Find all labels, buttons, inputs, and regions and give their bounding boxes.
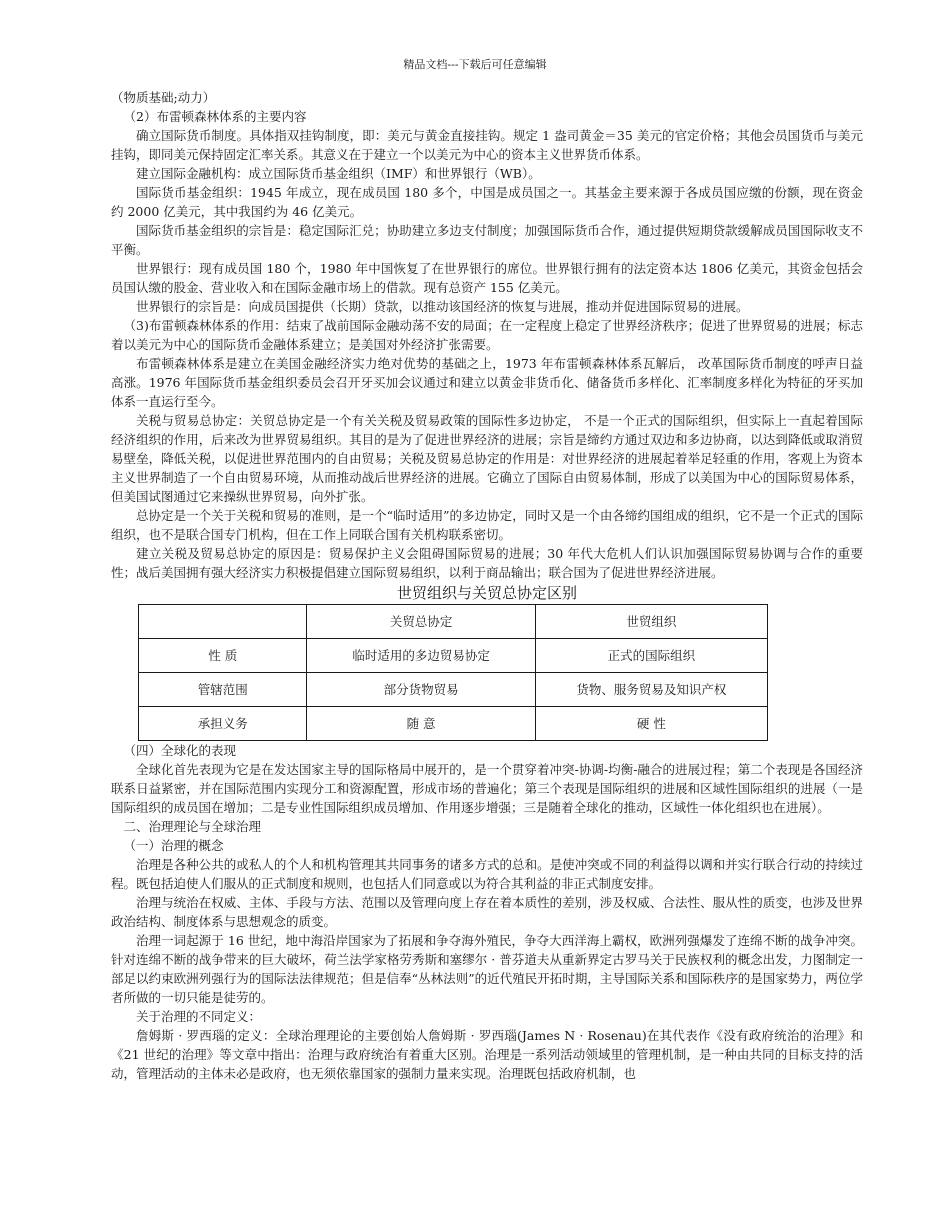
paragraph: 国际货币基金组织：1945 年成立，现在成员国 180 多个，中国是成员国之一。其基金主要来源于各成员国应缴的份额，现在资金约 2000 亿美元，其中我国约为 46 亿美元。: [111, 185, 863, 219]
comparison-table: [138, 604, 768, 741]
table-cell: 临时适用的多边贸易协定: [307, 639, 535, 673]
table-cell: 随 意: [307, 707, 535, 741]
document-body: [111, 88, 863, 1083]
paragraph: 确立国际货币制度。具体指双挂钩制度，即：美元与黄金直接挂钩。规定 1 盎司黄金＝35 美元的官定价格；其他会员国货币与美元挂钩，即同美元保持固定汇率关系。其意义在于建立一个以美元为中心的资本主义世界货币体系。: [111, 128, 863, 162]
table-title: 世贸组织与关贸总协定区别: [396, 584, 577, 602]
paragraph: （四）全球化的表现: [123, 743, 237, 758]
paragraph: 治理一词起源于 16 世纪，地中海沿岸国家为了拓展和争夺海外殖民，争夺大西洋海上霸权，欧洲列强爆发了连绵不断的战争冲突。针对连绵不断的战争带来的巨大破坏，荷兰法学家格劳秀斯和塞缪尔 · 普芬道夫从重新界定古罗马关于民族权利的概念出发，力图制定一部足以约束欧洲列强行为的国际法法律规范；但是信奉“丛林法则”的近代殖民开拓时期，主导国际关系和国际秩序的是国家势力，两位学者所做的一切只能是徒劳的。: [111, 933, 863, 1005]
table-cell: 性 质: [139, 639, 307, 673]
paragraph: 布雷顿森林体系是建立在美国金融经济实力绝对优势的基础之上，1973 年布雷顿森林体系瓦解后， 改革国际货币制度的呼声日益高涨。1976 年国际货币基金组织委员会召开牙买加会议通过和建立以黄金非货币化、储备货币多样化、汇率制度多样化为特征的牙买加体系一直运行至今。: [111, 356, 863, 409]
paragraph: 治理与统治在权威、主体、手段与方法、范围以及管理向度上存在着本质性的差别，涉及权威、合法性、服从性的质变，也涉及世界政治结构、制度体系与思想观念的质变。: [111, 895, 863, 929]
paragraph: 二、治理理论与全球治理: [123, 819, 262, 834]
table-cell: 部分货物贸易: [307, 673, 535, 707]
paragraph: 总协定是一个关于关税和贸易的准则，是一个“临时适用”的多边协定，同时又是一个由各缔约国组成的组织，它不是一个正式的国际组织，也不是联合国专门机构，但在工作上同联合国有关机构联系密切。: [111, 508, 863, 542]
table-header-row: [139, 605, 768, 639]
table-row: [139, 707, 768, 741]
table-header-cell: 世贸组织: [535, 605, 767, 639]
table-row: [139, 639, 768, 673]
table-cell: 承担义务: [139, 707, 307, 741]
paragraph: 全球化首先表现为它是在发达国家主导的国际格局中展开的，是一个贯穿着冲突-协调-均衡-融合的进展过程；第二个表现是各国经济联系日益紧密，并在国际范围内实现分工和资源配置，形成市场的普遍化；第三个表现是国际组织的进展和区域性国际组织的进展（一是国际组织的成员国在增加；二是专业性国际组织成员增加、作用逐步增强；三是随着全球化的推动，区域性一体化组织也在进展）。: [111, 762, 863, 815]
section-top: [111, 88, 863, 582]
table-cell: 管辖范围: [139, 673, 307, 707]
paragraph: （一）治理的概念: [123, 838, 224, 853]
section-bottom: [111, 741, 863, 1083]
paragraph: （2）布雷顿森林体系的主要内容: [123, 109, 307, 124]
table-cell: 硬 性: [535, 707, 767, 741]
table-cell: 货物、服务贸易及知识产权: [535, 673, 767, 707]
paragraph: 世界银行：现有成员国 180 个，1980 年中国恢复了在世界银行的席位。世界银行拥有的法定资本达 1806 亿美元，其资金包括会员国认缴的股金、营业收入和在国际金融市场上的借款。现有总资产 155 亿美元。: [111, 261, 863, 295]
paragraph: 建立国际金融机构：成立国际货币基金组织（IMF）和世界银行（WB）。: [136, 166, 541, 181]
paragraph: 关税与贸易总协定：关贸总协定是一个有关关税及贸易政策的国际性多边协定， 不是一个正式的国际组织，但实际上一直起着国际经济组织的作用，后来改为世界贸易组织。其目的是为了促进世界经济的进展；宗旨是缔约方通过双边和多边协商，以达到降低或取消贸易壁垒，降低关税，以促进世界范围内的自由贸易；关税及贸易总协定的作用是：对世界经济的进展起着举足轻重的作用，客观上为资本主义世界制造了一个自由贸易环境，从而推动战后世界经济的进展。它确立了国际自由贸易体制，形成了以美国为中心的国际贸易体系，但美国试图通过它来操纵世界贸易，向外扩张。: [111, 413, 863, 504]
paragraph: 关于治理的不同定义：: [136, 1009, 262, 1024]
paragraph: （物质基础;动力）: [111, 90, 216, 105]
paragraph: 国际货币基金组织的宗旨是：稳定国际汇兑；协助建立多边支付制度；加强国际货币合作，通过提供短期贷款缓解成员国国际收支不平衡。: [111, 223, 863, 257]
page-header: 精品文档---下载后可任意编辑: [403, 58, 547, 71]
paragraph: 世界银行的宗旨是：向成员国提供（长期）贷款，以推动该国经济的恢复与进展，推动并促进国际贸易的进展。: [136, 299, 749, 314]
table-header-cell: [139, 605, 307, 639]
table-row: [139, 673, 768, 707]
table-header-cell: 关贸总协定: [307, 605, 535, 639]
paragraph: （3)布雷顿森林体系的作用：结束了战前国际金融动荡不安的局面；在一定程度上稳定了世界经济秩序；促进了世界贸易的进展；标志着以美元为中心的国际货币金融体系建立；是美国对外经济扩张需要。: [111, 318, 863, 352]
table-cell: 正式的国际组织: [535, 639, 767, 673]
paragraph: 詹姆斯 · 罗西瑙的定义：全球治理理论的主要创始人詹姆斯 · 罗西瑙(James N · Rosenau)在其代表作《没有政府统治的治理》和《21 世纪的治理》等文章中指出：治理与政府统治有着重大区别。治理是一系列活动领域里的管理机制，是一种由共同的目标支持的活动，管理活动的主体未必是政府，也无须依靠国家的强制力量来实现。治理既包括政府机制，也: [111, 1028, 863, 1081]
paragraph: 治理是各种公共的或私人的个人和机构管理其共同事务的诸多方式的总和。是使冲突或不同的利益得以调和并实行联合行动的持续过程。既包括迫使人们服从的正式制度和规则，也包括人们同意或以为符合其利益的非正式制度安排。: [111, 857, 863, 891]
paragraph: 建立关税及贸易总协定的原因是：贸易保护主义会阻碍国际贸易的进展；30 年代大危机人们认识加强国际贸易协调与合作的重要性；战后美国拥有强大经济实力积极提倡建立国际贸易组织，以利于商品输出；联合国为了促进世界经济进展。: [111, 546, 863, 580]
